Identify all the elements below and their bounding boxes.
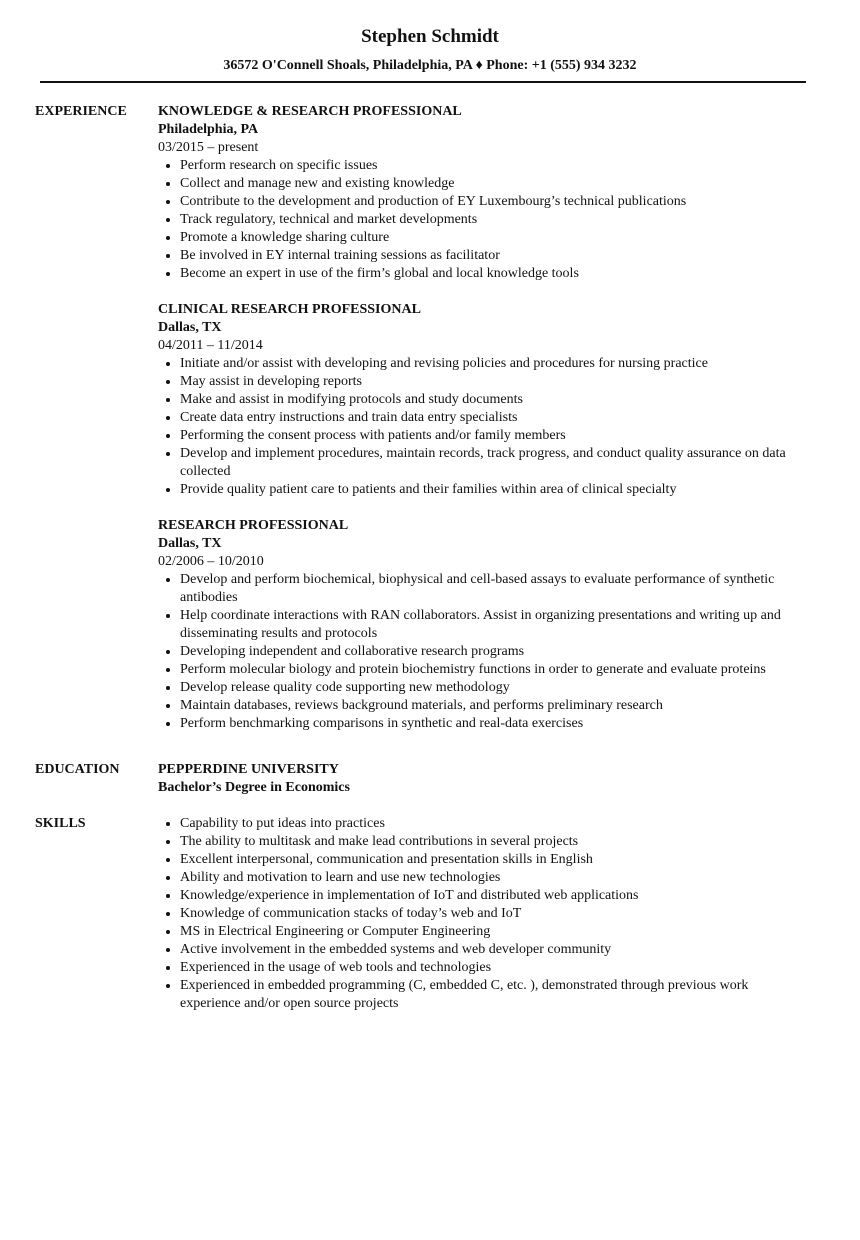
bullet-item: Make and assist in modifying protocols and study documents bbox=[158, 391, 810, 409]
bullet-item: May assist in developing reports bbox=[158, 373, 810, 391]
job-bullets bbox=[158, 355, 810, 499]
job-title: RESEARCH PROFESSIONAL bbox=[158, 518, 349, 533]
job-title: KNOWLEDGE & RESEARCH PROFESSIONAL bbox=[158, 104, 462, 119]
job-bullets bbox=[158, 571, 810, 733]
skills-heading: SKILLS bbox=[35, 816, 86, 831]
skill-item: Ability and motivation to learn and use new technologies bbox=[158, 869, 810, 887]
bullet-item: Perform molecular biology and protein biochemistry functions in order to generate and evaluate proteins bbox=[158, 661, 810, 679]
bullet-item: Developing independent and collaborative research programs bbox=[158, 643, 810, 661]
skill-item: Knowledge of communication stacks of today’s web and IoT bbox=[158, 905, 810, 923]
candidate-name: Stephen Schmidt bbox=[361, 26, 499, 47]
job-location: Philadelphia, PA bbox=[158, 122, 259, 137]
contact-line: 36572 O'Connell Shoals, Philadelphia, PA ♦ Phone: +1 (555) 934 3232 bbox=[223, 58, 637, 73]
skills-section bbox=[35, 815, 810, 1013]
bullet-item: Develop and implement procedures, maintain records, track progress, and conduct quality assurance on data collected bbox=[158, 445, 810, 481]
bullet-item: Create data entry instructions and train data entry specialists bbox=[158, 409, 810, 427]
skill-item: Knowledge/experience in implementation of IoT and distributed web applications bbox=[158, 887, 810, 905]
degree-name: Bachelor’s Degree in Economics bbox=[158, 780, 350, 795]
education-entry bbox=[158, 761, 810, 797]
bullet-item: Develop release quality code supporting new methodology bbox=[158, 679, 810, 697]
resume-header bbox=[0, 0, 860, 74]
bullet-item: Provide quality patient care to patients and their families within area of clinical specialty bbox=[158, 481, 810, 499]
job-title: CLINICAL RESEARCH PROFESSIONAL bbox=[158, 302, 421, 317]
bullet-item: Contribute to the development and production of EY Luxembourg’s technical publications bbox=[158, 193, 810, 211]
job-entry bbox=[158, 517, 810, 733]
bullet-item: Perform benchmarking comparisons in synthetic and real-data exercises bbox=[158, 715, 810, 733]
bullet-item: Initiate and/or assist with developing and revising policies and procedures for nursing practice bbox=[158, 355, 810, 373]
skill-item: Active involvement in the embedded systems and web developer community bbox=[158, 941, 810, 959]
school-name: PEPPERDINE UNIVERSITY bbox=[158, 762, 339, 777]
experience-heading: EXPERIENCE bbox=[35, 104, 127, 119]
skill-item: Excellent interpersonal, communication and presentation skills in English bbox=[158, 851, 810, 869]
experience-list bbox=[158, 103, 810, 733]
skill-item: Experienced in embedded programming (C, embedded C, etc. ), demonstrated through previous work experience and/or open source projects bbox=[158, 977, 810, 1013]
skill-item: Experienced in the usage of web tools and technologies bbox=[158, 959, 810, 977]
bullet-item: Develop and perform biochemical, biophysical and cell-based assays to evaluate performance of synthetic antibodies bbox=[158, 571, 810, 607]
skill-bullets bbox=[158, 815, 810, 1013]
job-dates: 02/2006 – 10/2010 bbox=[158, 554, 264, 569]
bullet-item: Perform research on specific issues bbox=[158, 157, 810, 175]
bullet-item: Track regulatory, technical and market developments bbox=[158, 211, 810, 229]
header-divider bbox=[40, 81, 806, 83]
skill-item: The ability to multitask and make lead contributions in several projects bbox=[158, 833, 810, 851]
job-location: Dallas, TX bbox=[158, 536, 222, 551]
education-section bbox=[35, 761, 810, 797]
job-bullets bbox=[158, 157, 810, 283]
bullet-item: Maintain databases, reviews background materials, and performs preliminary research bbox=[158, 697, 810, 715]
bullet-item: Performing the consent process with patients and/or family members bbox=[158, 427, 810, 445]
bullet-item: Promote a knowledge sharing culture bbox=[158, 229, 810, 247]
bullet-item: Become an expert in use of the firm’s global and local knowledge tools bbox=[158, 265, 810, 283]
skill-item: MS in Electrical Engineering or Computer Engineering bbox=[158, 923, 810, 941]
skill-item: Capability to put ideas into practices bbox=[158, 815, 810, 833]
bullet-item: Help coordinate interactions with RAN collaborators. Assist in organizing presentations and writing up and disseminating results and protocols bbox=[158, 607, 810, 643]
job-dates: 04/2011 – 11/2014 bbox=[158, 338, 263, 353]
job-entry bbox=[158, 301, 810, 499]
job-dates: 03/2015 – present bbox=[158, 140, 259, 155]
job-location: Dallas, TX bbox=[158, 320, 222, 335]
skills-list bbox=[158, 815, 810, 1013]
bullet-item: Collect and manage new and existing knowledge bbox=[158, 175, 810, 193]
experience-section bbox=[35, 103, 810, 733]
education-heading: EDUCATION bbox=[35, 762, 120, 777]
bullet-item: Be involved in EY internal training sessions as facilitator bbox=[158, 247, 810, 265]
job-entry bbox=[158, 103, 810, 283]
